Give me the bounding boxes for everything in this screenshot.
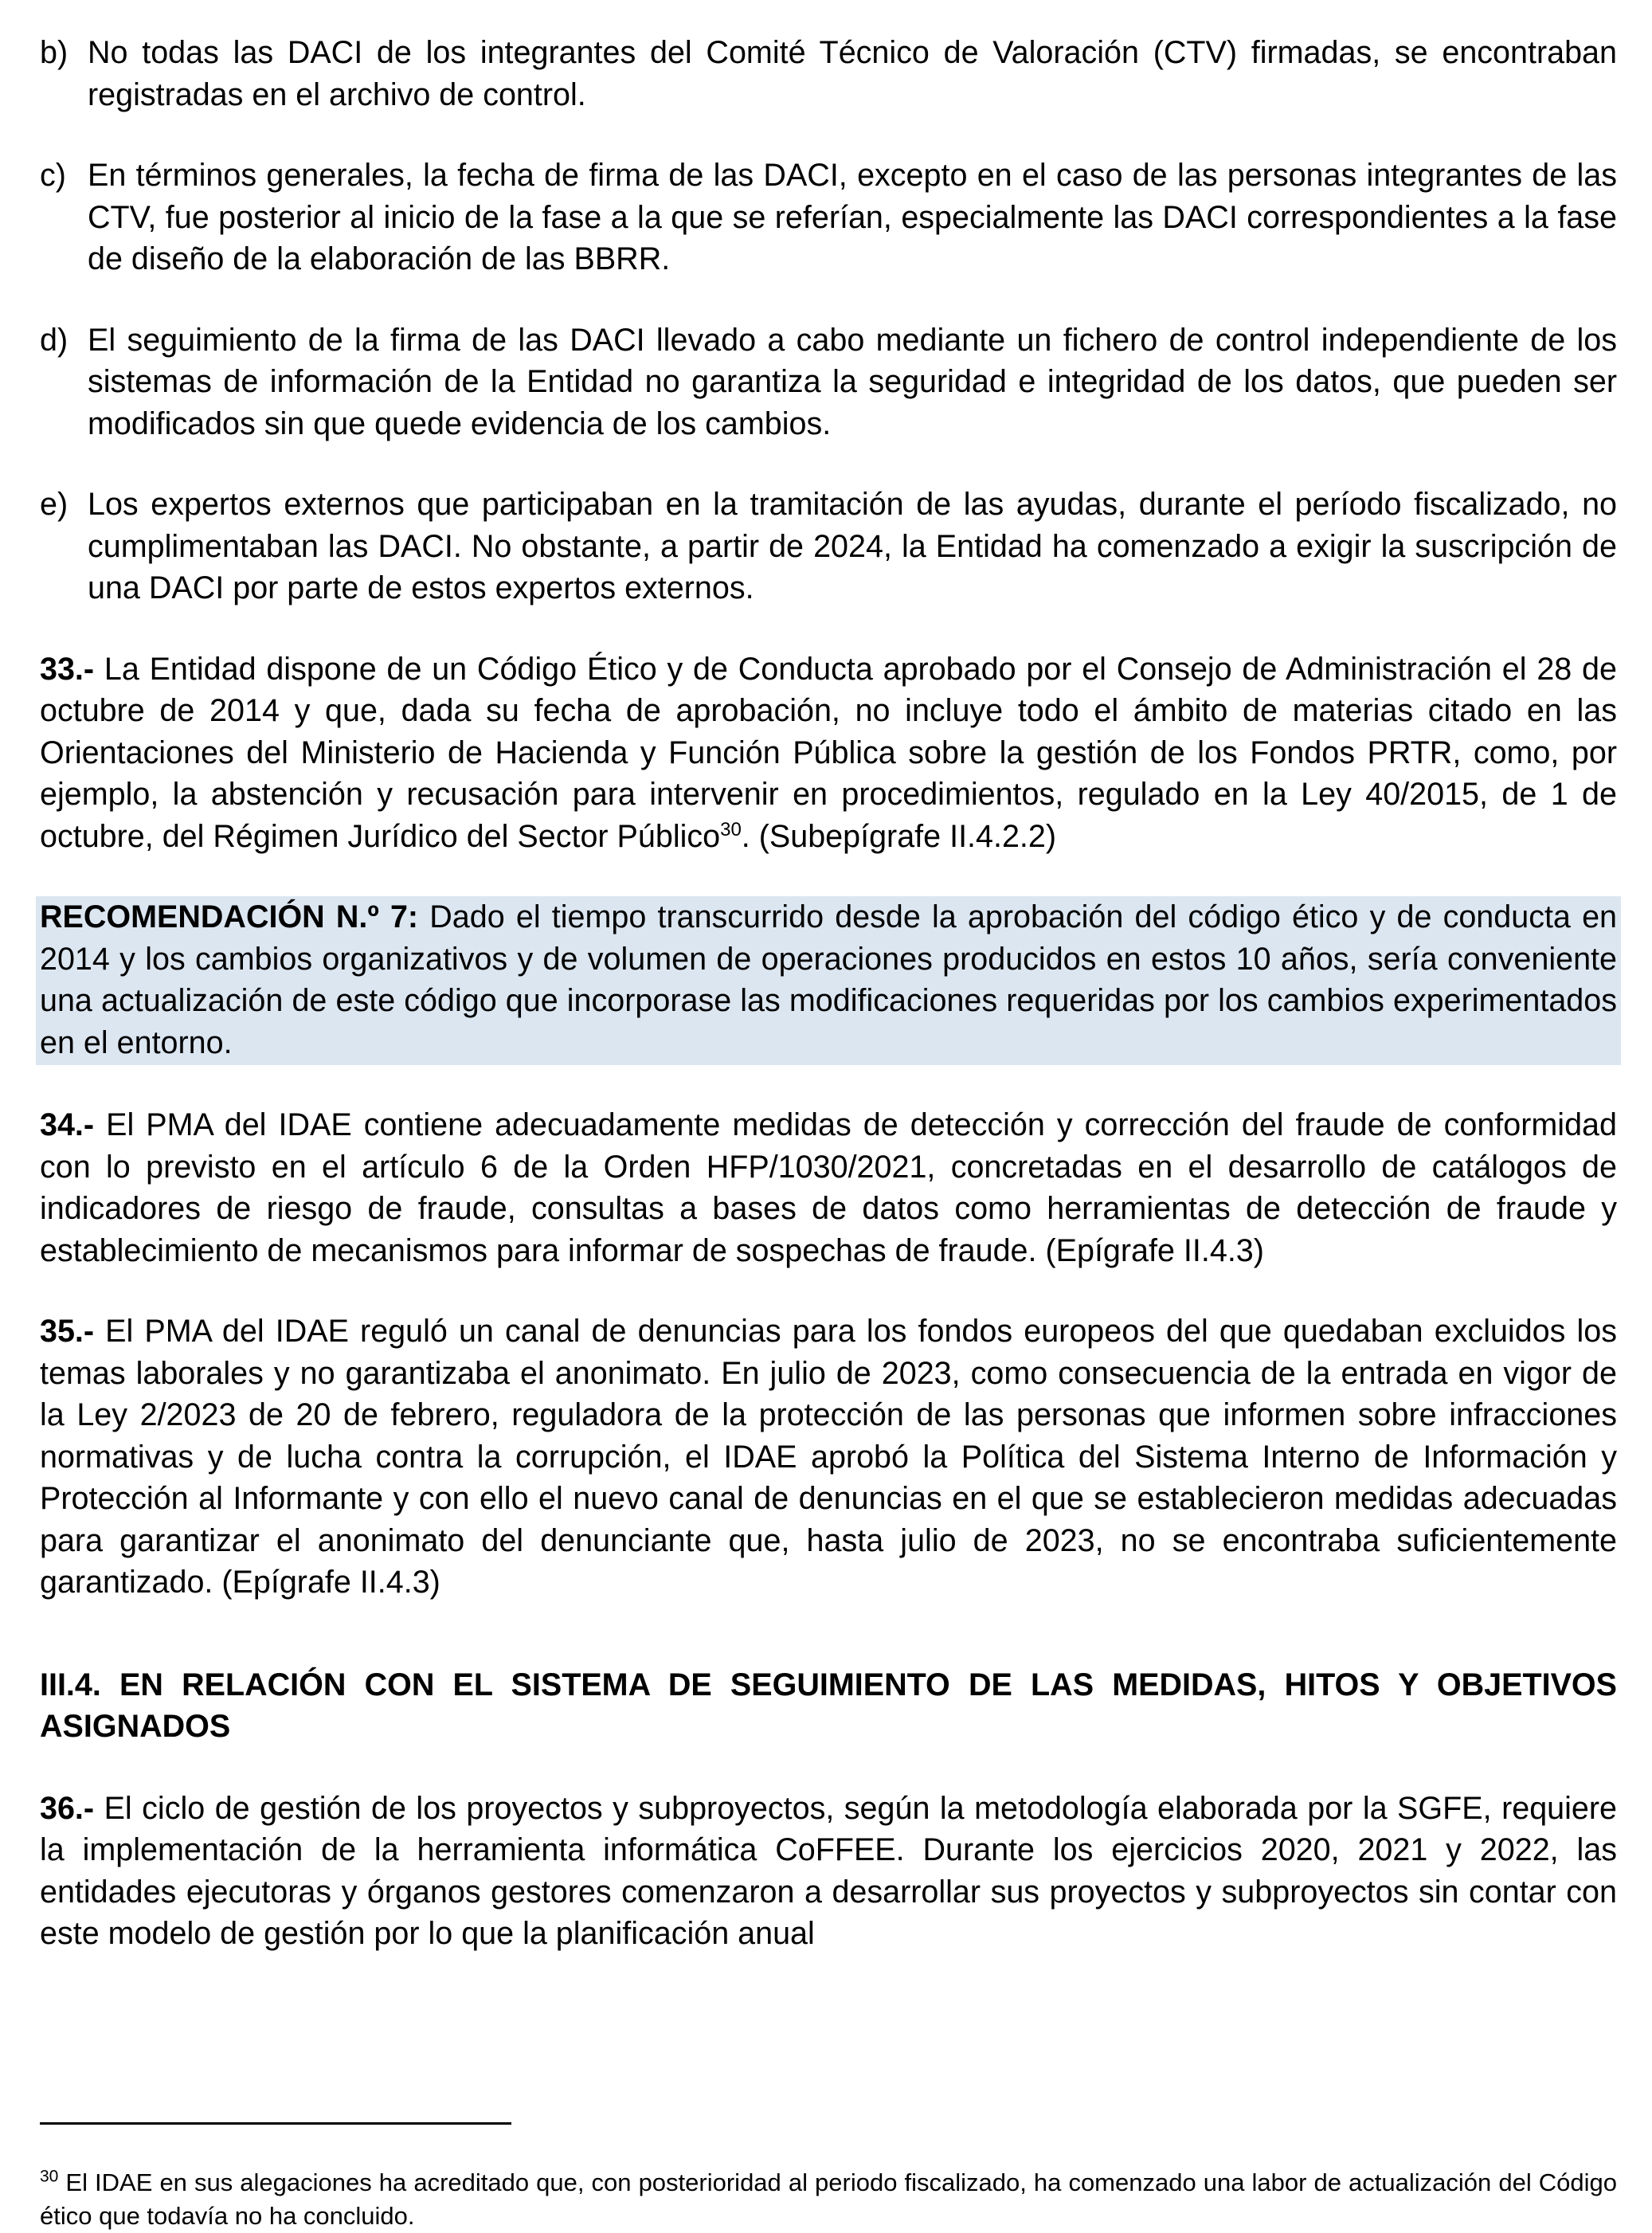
section-heading xyxy=(40,1664,1617,1748)
footnote xyxy=(40,2166,1617,2233)
list-label: b) xyxy=(40,35,69,70)
list-text: No todas las DACI de los integrantes del Comité Técnico de Valoración (CTV) firmadas, se encontraban registradas en el archivo de control. xyxy=(88,35,1617,112)
recommendation-text: Dado el tiempo transcurrido desde la aprobación del código ético y de conducta en 2014 y los cambios organizativos y de volumen de operaciones producidos en estos 10 años, sería conveniente una actualización de este código que incorporase las modificaciones requeridas por los cambios experimentados en el entorno. xyxy=(40,899,1618,1060)
list-item-d xyxy=(40,319,1617,445)
paragraph-number: 34.- xyxy=(40,1107,95,1142)
footnote-separator xyxy=(40,2122,511,2125)
paragraph-tail: . (Subepígrafe II.4.2.2) xyxy=(741,818,1057,854)
paragraph-text: El PMA del IDAE contiene adecuadamente medidas de detección y corrección del fraude de conformidad con lo previsto en el artículo 6 de la Orden HFP/1030/2021, concretadas en el desarrollo de catálogos de indicadores de riesgo de fraude, consultas a bases de datos como herramientas de detección de fraude y establecimiento de mecanismos para informar de sospechas de fraude. (Epígrafe II.4.3) xyxy=(40,1107,1617,1268)
list-item-c xyxy=(40,155,1617,280)
section-title: EN RELACIÓN CON EL SISTEMA DE SEGUIMIENTO DE LAS MEDIDAS, HITOS Y OBJETIVOS ASIGNADOS xyxy=(40,1667,1617,1744)
paragraph-33 xyxy=(40,648,1617,858)
footnote-text: El IDAE en sus alegaciones ha acreditado que, con posterioridad al periodo fiscalizado, ha comenzado una labor de actualización del Código ético que todavía no ha concluido. xyxy=(40,2168,1617,2230)
paragraph-text: El PMA del IDAE reguló un canal de denuncias para los fondos europeos del que quedaban excluidos los temas laborales y no garantizaba el anonimato. En julio de 2023, como consecuencia de la entrada en vigor de la Ley 2/2023 de 20 de febrero, reguladora de la protección de las personas que informen sobre infracciones normativas y de lucha contra la corrupción, el IDAE aprobó la Política del Sistema Interno de Información y Protección al Informante y con ello el nuevo canal de denuncias en el que se establecieron medidas adecuadas para garantizar el anonimato del denunciante que, hasta julio de 2023, no se encontraba suficientemente garantizado. (Epígrafe II.4.3) xyxy=(40,1314,1617,1600)
paragraph-36 xyxy=(40,1788,1617,1955)
section-number: III.4. xyxy=(40,1667,101,1702)
footnote-reference[interactable]: 30 xyxy=(720,818,742,840)
list-label: c) xyxy=(40,158,66,193)
paragraph-number: 35.- xyxy=(40,1314,95,1349)
list-label: e) xyxy=(40,487,69,522)
list-text: Los expertos externos que participaban en la tramitación de las ayudas, durante el período fiscalizado, no cumplimentaban las DACI. No obstante, a partir de 2024, la Entidad ha comenzado a exigir la suscripción de una DACI por parte de estos expertos externos. xyxy=(88,487,1617,605)
paragraph-text: El ciclo de gestión de los proyectos y subproyectos, según la metodología elaborada por la SGFE, requiere la implementación de la herramienta informática CoFFEE. Durante los ejercicios 2020, 2021 y 2022, las entidades ejecutoras y órganos gestores comenzaron a desarrollar sus proyectos y subproyectos sin contar con este modelo de gestión por lo que la planificación anual xyxy=(40,1790,1617,1951)
list-text: El seguimiento de la firma de las DACI llevado a cabo mediante un fichero de control independiente de los sistemas de información de la Entidad no garantiza la seguridad e integridad de los datos, que pueden ser modificados sin que quede evidencia de los cambios. xyxy=(88,322,1617,441)
paragraph-34 xyxy=(40,1104,1617,1271)
paragraph-number: 33.- xyxy=(40,651,95,687)
paragraph-number: 36.- xyxy=(40,1790,95,1826)
list-text: En términos generales, la fecha de firma de las DACI, excepto en el caso de las personas integrantes de las CTV, fue posterior al inicio de la fase a la que se referían, especialmente las DACI correspondientes a la fase de diseño de la elaboración de las BBRR. xyxy=(88,158,1617,276)
list-item-e xyxy=(40,484,1617,609)
recommendation-box xyxy=(36,896,1621,1065)
list-item-b xyxy=(40,32,1617,116)
paragraph-35 xyxy=(40,1310,1617,1604)
paragraph-text: La Entidad dispone de un Código Ético y de Conducta aprobado por el Consejo de Administración el 28 de octubre de 2014 y que, dada su fecha de aprobación, no incluye todo el ámbito de materias citado en las Orientaciones del Ministerio de Hacienda y Función Pública sobre la gestión de los Fondos PRTR, como, por ejemplo, la abstención y recusación para intervenir en procedimientos, regulado en la Ley 40/2015, de 1 de octubre, del Régimen Jurídico del Sector Público xyxy=(40,651,1617,854)
list-label: d) xyxy=(40,322,69,358)
document-page xyxy=(40,32,1617,1994)
recommendation-label: RECOMENDACIÓN N.º 7: xyxy=(40,899,419,934)
footnote-number: 30 xyxy=(40,2167,59,2186)
